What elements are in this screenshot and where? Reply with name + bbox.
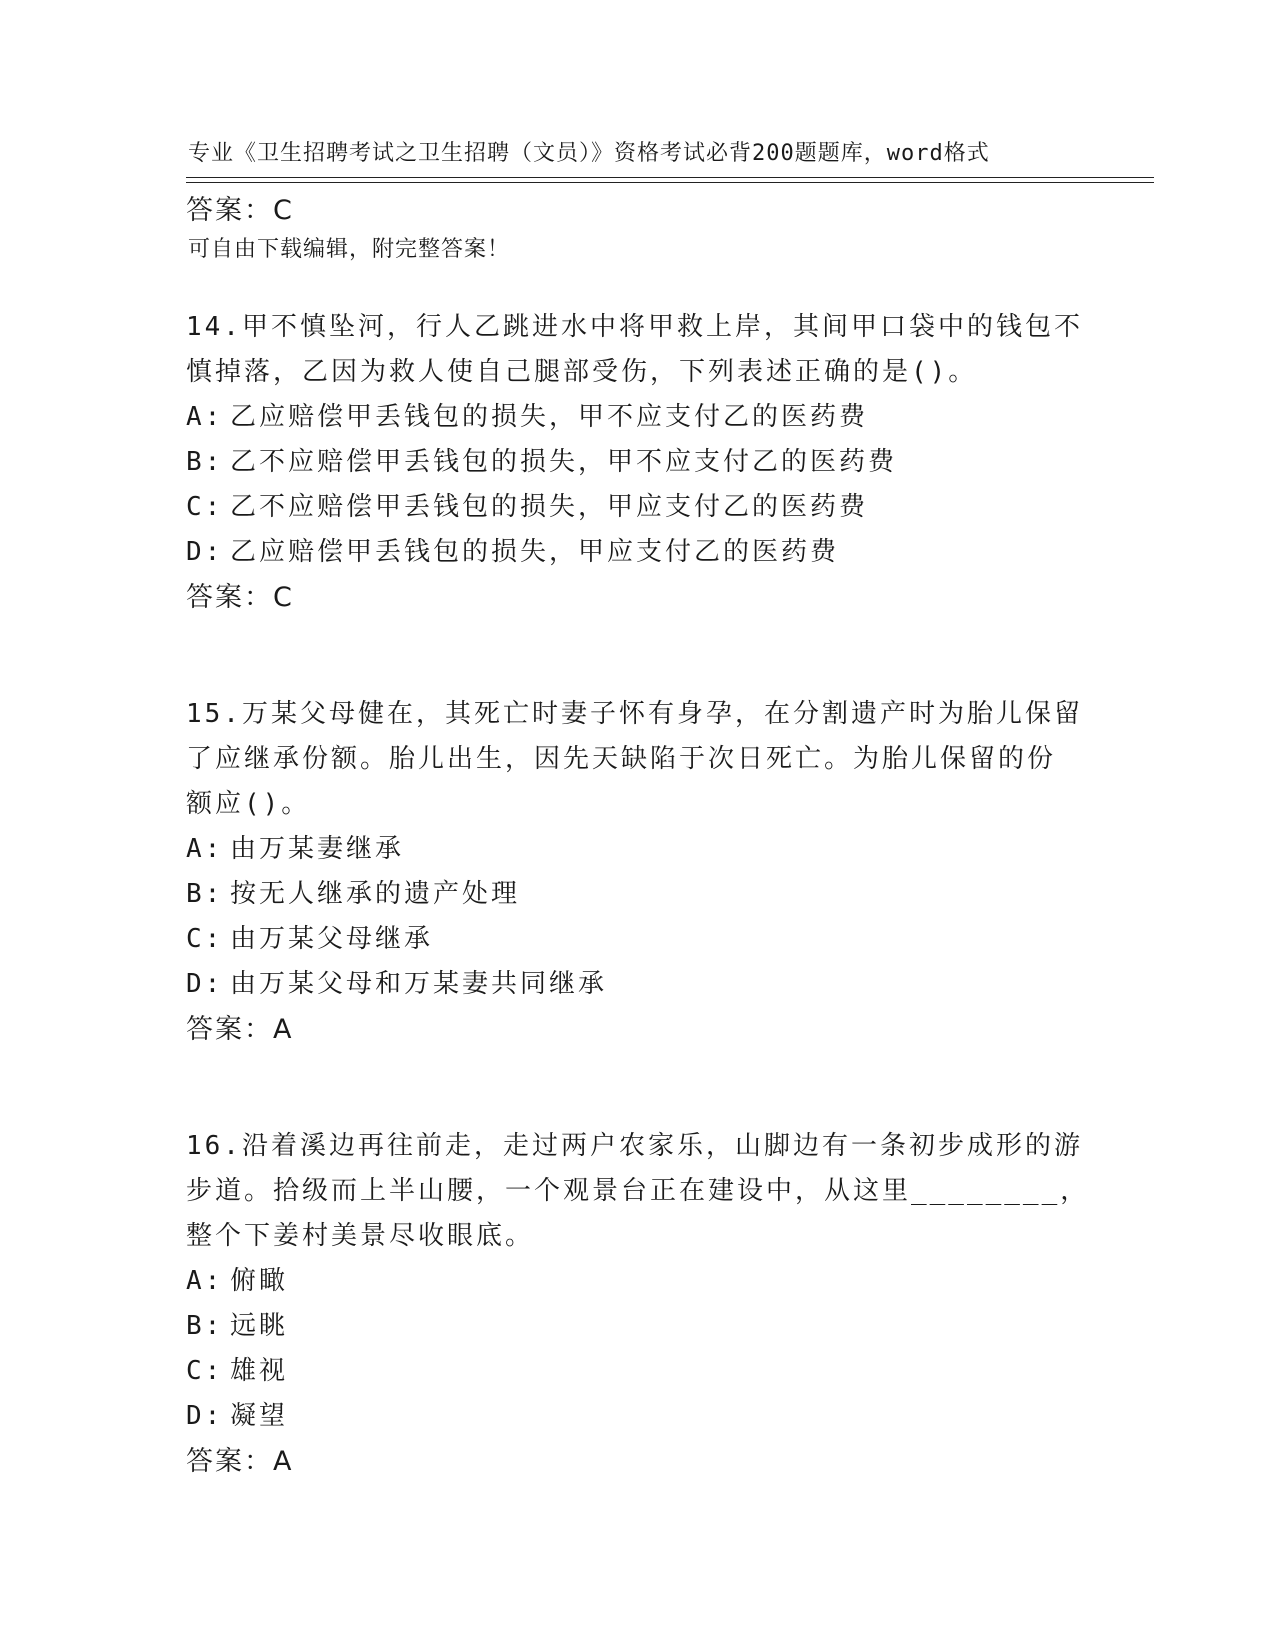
header-divider-bottom: [186, 182, 1154, 183]
option-letter: A:: [186, 402, 224, 432]
option-d: [186, 962, 1086, 1007]
option-letter: D:: [186, 537, 224, 567]
question-stem-line: 16.沿着溪边再往前走，走过两户农家乐，山脚边有一条初步成形的游: [186, 1131, 1083, 1161]
header-line-2: 可自由下载编辑，附完整答案！: [188, 237, 511, 262]
option-letter: A:: [186, 1266, 224, 1296]
option-letter: C:: [186, 492, 224, 522]
question-16: [186, 1124, 1090, 1484]
option-letter: C:: [186, 1356, 224, 1386]
option-text: 凝望: [230, 1401, 289, 1431]
option-b: [186, 440, 1086, 485]
option-text: 由万某父母和万某妻共同继承: [230, 969, 608, 999]
option-d: [186, 1394, 1086, 1439]
option-c: [186, 1349, 1086, 1394]
question-stem-line: 15.万某父母健在，其死亡时妻子怀有身孕，在分割遗产时为胎儿保留: [186, 699, 1083, 729]
option-a: [186, 395, 1086, 440]
header-line-1: 专业《卫生招聘考试之卫生招聘（文员）》资格考试必背200题题库，word格式: [188, 141, 990, 166]
option-text: 按无人继承的遗产处理: [230, 879, 521, 909]
answer: 答案：A: [186, 1014, 294, 1045]
question-stem-line: 步道。拾级而上半山腰，一个观景台正在建设中，从这里________，: [186, 1176, 1090, 1206]
option-c: [186, 485, 1086, 530]
question-stem-line: 整个下姜村美景尽收眼底。: [186, 1221, 535, 1251]
option-text: 远眺: [230, 1311, 289, 1341]
option-a: [186, 1259, 1086, 1304]
question-stem-line: 额应()。: [186, 789, 311, 819]
option-letter: A:: [186, 834, 224, 864]
option-letter: B:: [186, 447, 224, 477]
question-stem-line: 了应继承份额。胎儿出生，因先天缺陷于次日死亡。为胎儿保留的份: [186, 744, 1057, 774]
option-b: [186, 872, 1086, 917]
option-text: 俯瞰: [230, 1266, 289, 1296]
previous-answer: 答案：C: [186, 195, 294, 226]
option-a: [186, 827, 1086, 872]
option-letter: B:: [186, 879, 224, 909]
question-15: [186, 692, 1086, 1052]
option-text: 乙应赔偿甲丢钱包的损失，甲应支付乙的医药费: [230, 537, 840, 567]
question-14: [186, 305, 1086, 620]
option-letter: D:: [186, 1401, 224, 1431]
option-d: [186, 530, 1086, 575]
option-b: [186, 1304, 1086, 1349]
question-list: [186, 188, 1090, 1484]
option-letter: C:: [186, 924, 224, 954]
option-text: 乙不应赔偿甲丢钱包的损失，甲应支付乙的医药费: [230, 492, 869, 522]
header-divider-top: [186, 177, 1154, 178]
option-text: 乙应赔偿甲丢钱包的损失，甲不应支付乙的医药费: [230, 402, 869, 432]
option-text: 由万某父母继承: [230, 924, 434, 954]
option-text: 雄视: [230, 1356, 289, 1386]
option-text: 乙不应赔偿甲丢钱包的损失，甲不应支付乙的医药费: [230, 447, 898, 477]
option-letter: D:: [186, 969, 224, 999]
question-stem-line: 14.甲不慎坠河，行人乙跳进水中将甲救上岸，其间甲口袋中的钱包不: [186, 312, 1083, 342]
option-letter: B:: [186, 1311, 224, 1341]
option-c: [186, 917, 1086, 962]
option-text: 由万某妻继承: [230, 834, 405, 864]
question-stem-line: 慎掉落，乙因为救人使自己腿部受伤，下列表述正确的是()。: [186, 357, 978, 387]
answer: 答案：C: [186, 582, 294, 613]
answer: 答案：A: [186, 1446, 294, 1477]
